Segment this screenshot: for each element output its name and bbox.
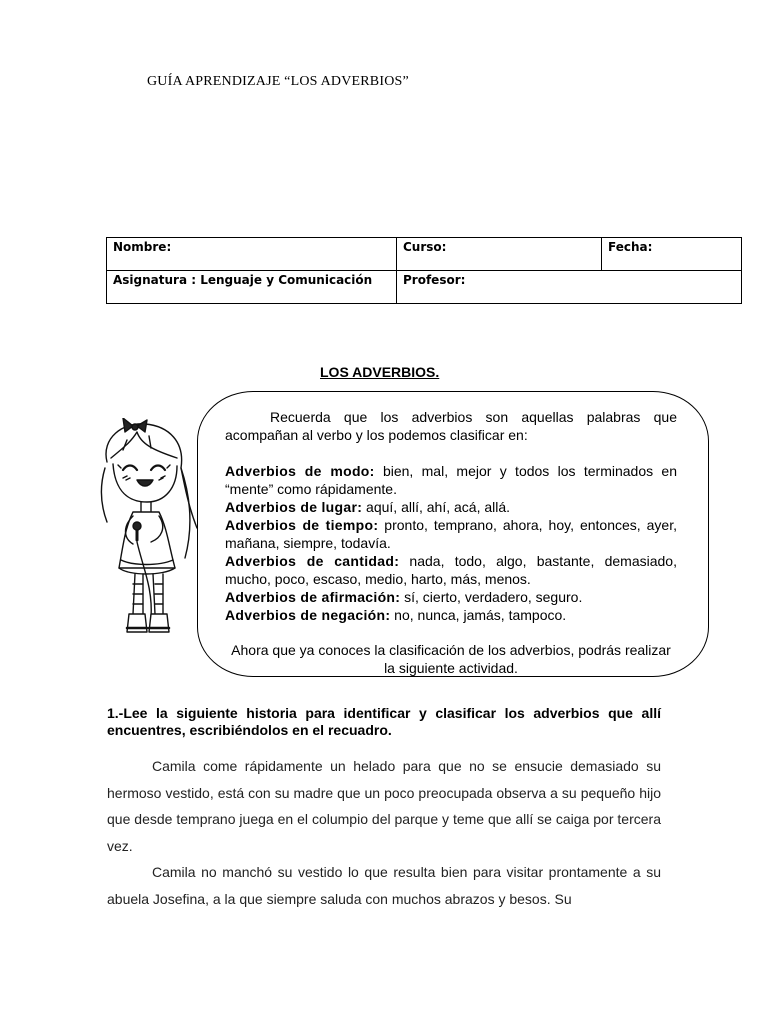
student-info-table: [106, 237, 742, 304]
adverb-type-tiempo: Adverbios de tiempo: pronto, temprano, ahora, hoy, entonces, ayer, mañana, siempre, todavía.: [225, 517, 677, 551]
adverb-type-modo: Adverbios de modo: bien, mal, mejor y todos los terminados en “mente” como rápidamente.: [225, 463, 678, 497]
adverb-type-cantidad: Adverbios de cantidad: nada, todo, algo, bastante, demasiado, mucho, poco, escaso, medio, harto, más, menos.: [225, 553, 677, 587]
table-row: [107, 238, 742, 271]
story-paragraph: Camila come rápidamente un helado para que no se ensucie demasiado su hermoso vestido, está con su madre que un poco preocupada observa a su pequeño hijo que desde temprano juega en el columpio del parque y teme que allí se caiga por tercera vez.: [107, 758, 661, 854]
table-row: [107, 271, 742, 304]
activity-instruction: 1.-Lee la siguiente historia para identificar y clasificar los adverbios que allí encuentres, escribiéndolos en el recuadro.: [107, 705, 661, 738]
date-cell: Fecha:: [602, 238, 742, 271]
story-paragraph: Camila no manchó su vestido lo que resulta bien para visitar prontamente a su abuela Josefina, a la que siempre saluda con muchos abrazos y besos. Su: [107, 864, 661, 907]
name-cell: Nombre:: [107, 238, 397, 271]
bubble-outro: Ahora que ya conoces la clasificación de los adverbios, podrás realizar la siguiente actividad.: [231, 642, 671, 676]
subject-cell: Asignatura : Lenguaje y Comunicación: [107, 271, 397, 304]
adverb-type-negacion: Adverbios de negación: no, nunca, jamás, tampoco.: [225, 607, 567, 623]
girl-illustration: [93, 418, 197, 643]
story-text: [107, 753, 661, 912]
adverb-type-afirmacion: Adverbios de afirmación: sí, cierto, verdadero, seguro.: [225, 589, 583, 605]
course-cell: Curso:: [397, 238, 602, 271]
adverb-type-lugar: Adverbios de lugar: aquí, allí, ahí, acá, allá.: [225, 499, 511, 515]
bubble-intro: Recuerda que los adverbios son aquellas palabras que acompañan al verbo y los podemos clasificar en:: [225, 409, 677, 443]
teacher-cell: Profesor:: [397, 271, 742, 304]
adverbs-info-bubble: [197, 391, 709, 677]
page-title: GUÍA APRENDIZAJE “LOS ADVERBIOS”: [147, 74, 409, 89]
section-title: LOS ADVERBIOS.: [320, 364, 440, 380]
